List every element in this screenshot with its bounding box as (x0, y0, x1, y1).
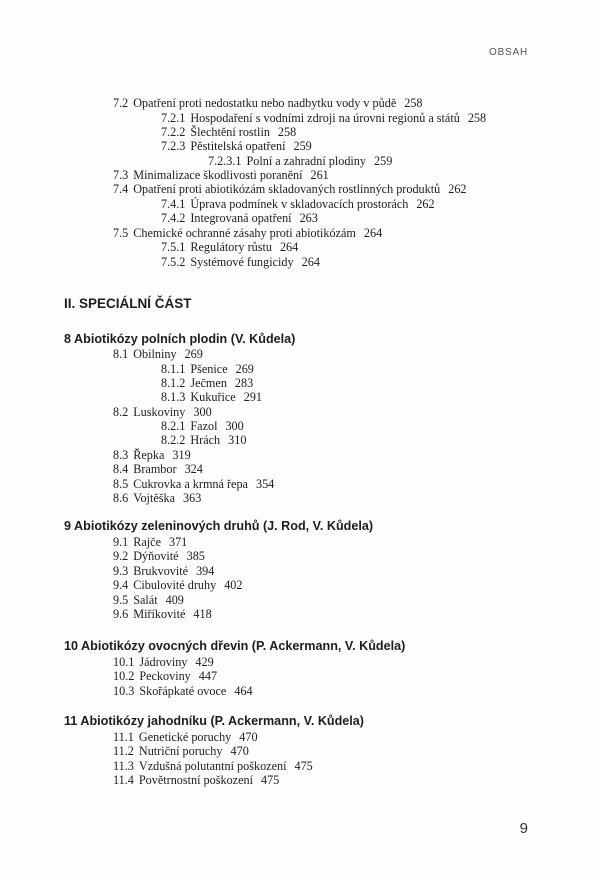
toc-entry-page: 310 (228, 433, 247, 447)
toc-entry-page: 470 (230, 744, 249, 758)
toc-entry (113, 491, 201, 505)
toc-entry-number: 7.2.3.1 (208, 154, 242, 168)
toc-entry-title: Chemické ochranné zásahy proti abiotikózám (133, 226, 356, 240)
toc-entry-page: 261 (310, 168, 329, 182)
toc-entry-number: 8.1 (113, 347, 129, 361)
toc-entry-number: 8.5 (113, 477, 129, 491)
toc-entry-number: 9.1 (113, 535, 129, 549)
toc-entry-page: 291 (243, 390, 263, 404)
toc-entry-number: 9.6 (113, 607, 129, 621)
toc-entry-title: Povětrnostní poškození (138, 773, 253, 787)
toc-entry-title: Pšenice (190, 362, 228, 376)
toc-entry-number: 8.1.1 (161, 362, 186, 376)
toc-entry-title: Obilniny (133, 347, 177, 361)
toc-entry-page: 402 (224, 578, 243, 592)
toc-entry-title: Opatření proti nedostatku nebo nadbytku vody v půdě (133, 96, 397, 110)
toc-entry-page: 259 (293, 139, 312, 153)
toc-entry (113, 730, 258, 744)
toc-entry-title: Cukrovka a krmná řepa (133, 477, 248, 491)
toc-entry (113, 347, 203, 361)
toc-entry-page: 409 (165, 593, 184, 607)
toc-entry (113, 477, 274, 491)
toc-entry (113, 669, 217, 683)
toc-entry-page: 470 (239, 730, 258, 744)
toc-entry-page: 324 (184, 462, 203, 476)
toc-entry-number: 7.2.1 (161, 111, 186, 125)
toc-entry (113, 593, 184, 607)
toc-entry-number: 8.2.2 (161, 433, 186, 447)
toc-entry-title: Genetické poruchy (138, 730, 232, 744)
chapter-heading: 11 Abiotikózy jahodníku (P. Ackermann, V. Kůdela) (64, 714, 364, 728)
toc-entry (161, 139, 312, 153)
toc-entry-number: 7.2.2 (161, 125, 186, 139)
toc-entry-page: 429 (195, 655, 214, 669)
part-heading: II. SPECIÁLNÍ ČÁST (64, 296, 192, 311)
toc-entry (161, 433, 246, 447)
toc-entry-title: Hrách (190, 433, 221, 447)
toc-entry (113, 744, 249, 758)
toc-entry-number: 11.1 (113, 730, 134, 744)
running-header: OBSAH (488, 47, 528, 58)
toc-entry (113, 759, 313, 773)
toc-entry-page: 264 (301, 255, 320, 269)
toc-entry-number: 7.2.3 (161, 139, 186, 153)
toc-entry (208, 154, 392, 168)
toc-entry-number: 11.2 (113, 744, 134, 758)
toc-entry (113, 226, 382, 240)
toc-entry-number: 11.4 (113, 773, 134, 787)
toc-entry-number: 7.4 (113, 182, 129, 196)
toc-entry-title: Miříkovité (133, 607, 186, 621)
toc-entry (161, 362, 254, 376)
toc-entry-title: Vzdušná polutantní poškození (138, 759, 287, 773)
toc-entry-number: 7.2 (113, 96, 129, 110)
toc-entry-number: 9.5 (113, 593, 129, 607)
toc-entry (161, 376, 253, 390)
toc-entry (161, 197, 435, 211)
toc-entry (113, 182, 467, 196)
toc-entry-number: 9.2 (113, 549, 129, 563)
toc-entry-number: 8.1.3 (161, 390, 186, 404)
toc-entry-title: Salát (133, 593, 158, 607)
toc-entry-title: Dýňovité (133, 549, 179, 563)
toc-entry (113, 462, 203, 476)
toc-entry-title: Brambor (133, 462, 177, 476)
toc-entry-title: Luskoviny (133, 405, 186, 419)
toc-entry-title: Řepka (133, 448, 165, 462)
toc-entry-title: Nutriční poruchy (138, 744, 223, 758)
toc-entry-page: 283 (234, 376, 254, 390)
toc-entry-title: Minimalizace škodlivosti poranění (133, 168, 303, 182)
toc-entry-title: Vojtěška (133, 491, 175, 505)
toc-entry-title: Integrovaná opatření (190, 211, 292, 225)
toc-entry-page: 447 (198, 669, 218, 683)
toc-entry-number: 7.5 (113, 226, 129, 240)
toc-entry-number: 8.4 (113, 462, 129, 476)
toc-entry-title: Skořápkaté ovoce (139, 684, 227, 698)
toc-entry (113, 168, 329, 182)
toc-entry (161, 240, 298, 254)
toc-entry (113, 405, 212, 419)
toc-entry-page: 475 (294, 759, 313, 773)
toc-entry-number: 7.4.1 (161, 197, 186, 211)
toc-entry-page: 300 (225, 419, 244, 433)
toc-entry-page: 385 (186, 549, 205, 563)
toc-entry (113, 684, 253, 698)
toc-entry-number: 9.4 (113, 578, 129, 592)
toc-entry (113, 578, 242, 592)
toc-entry-page: 300 (193, 405, 212, 419)
toc-entry-title: Hospodaření s vodními zdroji na úrovni regionů a států (190, 111, 460, 125)
toc-entry-page: 269 (235, 362, 254, 376)
toc-entry-title: Šlechtění rostlin (190, 125, 270, 139)
toc-entry-number: 8.3 (113, 448, 129, 462)
toc-entry-number: 10.3 (113, 684, 135, 698)
toc-entry-page: 262 (448, 182, 467, 196)
toc-entry-title: Brukvovité (133, 564, 189, 578)
toc-entry-page: 262 (416, 197, 435, 211)
chapter-heading: 9 Abiotikózy zeleninových druhů (J. Rod, V. Kůdela) (64, 519, 374, 533)
toc-entry-number: 8.2 (113, 405, 129, 419)
toc-entry-page: 264 (279, 240, 299, 254)
toc-entry (161, 390, 262, 404)
toc-entry-page: 263 (299, 211, 318, 225)
chapter-heading: 8 Abiotikózy polních plodin (V. Kůdela) (64, 332, 296, 346)
toc-entry-number: 10.1 (113, 655, 135, 669)
toc-entry-page: 258 (277, 125, 297, 139)
toc-entry-page: 371 (168, 535, 188, 549)
toc-entry (161, 419, 244, 433)
toc-entry-title: Peckoviny (139, 669, 191, 683)
toc-entry-number: 7.3 (113, 168, 129, 182)
toc-entry-page: 475 (260, 773, 280, 787)
toc-entry-title: Cibulovité druhy (133, 578, 217, 592)
toc-entry-title: Ječmen (190, 376, 227, 390)
toc-entry-page: 264 (363, 226, 383, 240)
toc-entry-number: 8.6 (113, 491, 129, 505)
toc-entry (113, 655, 214, 669)
toc-entry-number: 10.2 (113, 669, 135, 683)
toc-entry (161, 211, 318, 225)
toc-entry-page: 259 (374, 154, 393, 168)
toc-entry-title: Pěstitelská opatření (190, 139, 286, 153)
toc-entry (113, 96, 423, 110)
toc-entry-title: Systémové fungicidy (190, 255, 294, 269)
page-number: 9 (519, 820, 528, 837)
toc-entry (113, 549, 205, 563)
toc-entry-page: 258 (467, 111, 487, 125)
toc-entry-page: 354 (255, 477, 275, 491)
toc-entry (113, 564, 214, 578)
toc-entry-page: 319 (172, 448, 191, 462)
toc-entry-title: Jádroviny (139, 655, 188, 669)
toc-entry (113, 448, 191, 462)
toc-entry-page: 363 (183, 491, 202, 505)
toc-entry-title: Polní a zahradní plodiny (246, 154, 366, 168)
toc-entry (113, 773, 279, 787)
toc-entry (113, 535, 187, 549)
toc-entry-title: Regulátory růstu (190, 240, 272, 254)
toc-entry-title: Rajče (133, 535, 161, 549)
toc-entry-number: 11.3 (113, 759, 134, 773)
toc-entry (161, 255, 320, 269)
toc-entry (161, 125, 296, 139)
toc-entry-number: 7.5.2 (161, 255, 186, 269)
toc-entry-number: 7.5.1 (161, 240, 186, 254)
toc-entry-page: 394 (196, 564, 215, 578)
toc-entry-page: 258 (404, 96, 423, 110)
toc-entry-number: 8.1.2 (161, 376, 186, 390)
toc-entry-title: Kukuřice (190, 390, 236, 404)
toc-entry-page: 464 (234, 684, 253, 698)
toc-entry (161, 111, 486, 125)
toc-entry-title: Opatření proti abiotikózám skladovaných rostlinných produktů (133, 182, 441, 196)
toc-entry (113, 607, 212, 621)
toc-entry-page: 418 (193, 607, 212, 621)
toc-entry-title: Úprava podmínek v skladovacích prostorách (190, 197, 409, 211)
toc-entry-title: Fazol (190, 419, 218, 433)
toc-entry-number: 7.4.2 (161, 211, 186, 225)
chapter-heading: 10 Abiotikózy ovocných dřevin (P. Ackermann, V. Kůdela) (64, 639, 406, 653)
toc-entry-page: 269 (184, 347, 203, 361)
toc-entry-number: 9.3 (113, 564, 129, 578)
toc-entry-number: 8.2.1 (161, 419, 186, 433)
